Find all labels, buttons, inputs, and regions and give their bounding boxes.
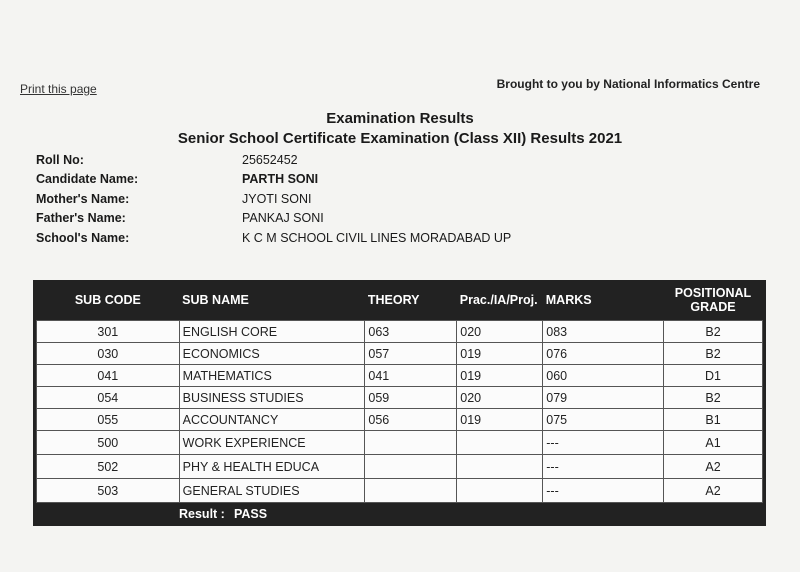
candidate-info xyxy=(36,150,511,248)
theory-cell: 057 xyxy=(365,343,457,365)
prac-cell: 019 xyxy=(457,409,543,431)
marks-cell: 079 xyxy=(543,387,664,409)
prac-cell xyxy=(457,479,543,503)
sub-name-cell: MATHEMATICS xyxy=(179,365,365,387)
prac-cell: 019 xyxy=(457,343,543,365)
theory-cell: 056 xyxy=(365,409,457,431)
sub-name-cell: ECONOMICS xyxy=(179,343,365,365)
grade-cell: A2 xyxy=(664,455,763,479)
sub-code-cell: 502 xyxy=(37,455,180,479)
marks-cell: 083 xyxy=(543,321,664,343)
prac-cell xyxy=(457,455,543,479)
prac-cell: 020 xyxy=(457,321,543,343)
table-row xyxy=(37,343,763,365)
sub-code-cell: 301 xyxy=(37,321,180,343)
candidate-name-row xyxy=(36,170,511,190)
roll-row xyxy=(36,150,511,170)
roll-label: Roll No: xyxy=(36,152,84,167)
sub-code-cell: 030 xyxy=(37,343,180,365)
prac-cell: 019 xyxy=(457,365,543,387)
result-value: PASS xyxy=(234,507,268,521)
marks-cell: 075 xyxy=(543,409,664,431)
marks-cell: 060 xyxy=(543,365,664,387)
marks-table-panel xyxy=(33,280,766,526)
roll-value: 25652452 xyxy=(242,152,298,167)
provider-credit: Brought to you by National Informatics Centre xyxy=(496,77,760,91)
col-header-marks: MARKS xyxy=(545,293,592,307)
col-header-code: SUB CODE xyxy=(74,293,141,307)
marks-cell: --- xyxy=(543,431,664,455)
sub-name-cell: ENGLISH CORE xyxy=(179,321,365,343)
page-title: Examination Results xyxy=(326,110,474,127)
grade-cell: A2 xyxy=(664,479,763,503)
sub-code-cell: 500 xyxy=(37,431,180,455)
prac-cell: 020 xyxy=(457,387,543,409)
sub-code-cell: 503 xyxy=(37,479,180,503)
grade-cell: B2 xyxy=(664,343,763,365)
marks-cell: --- xyxy=(543,455,664,479)
grade-header-line1: POSITIONAL xyxy=(674,286,752,300)
school-name-value: K C M SCHOOL CIVIL LINES MORADABAD UP xyxy=(242,230,512,245)
sub-name-cell: ACCOUNTANCY xyxy=(179,409,365,431)
table-row xyxy=(37,321,763,343)
theory-cell: 059 xyxy=(365,387,457,409)
marks-cell: --- xyxy=(543,479,664,503)
grade-cell: D1 xyxy=(664,365,763,387)
col-header-prac: Prac./IA/Proj. xyxy=(459,293,538,307)
sub-name-cell: PHY & HEALTH EDUCA xyxy=(179,455,365,479)
table-row xyxy=(37,455,763,479)
col-header-grade xyxy=(664,280,763,321)
sub-name-cell: WORK EXPERIENCE xyxy=(179,431,365,455)
grade-cell: A1 xyxy=(664,431,763,455)
father-name-label: Father's Name: xyxy=(36,211,126,226)
grade-cell: B2 xyxy=(664,321,763,343)
school-name-label: School's Name: xyxy=(36,230,130,245)
table-row xyxy=(37,365,763,387)
table-row xyxy=(37,387,763,409)
prac-cell xyxy=(457,431,543,455)
grade-cell: B1 xyxy=(664,409,763,431)
grade-header-line2: GRADE xyxy=(690,300,736,314)
table-row xyxy=(37,431,763,455)
marks-table xyxy=(36,280,763,503)
theory-cell: 063 xyxy=(365,321,457,343)
mother-name-value: JYOTI SONI xyxy=(242,191,312,206)
theory-cell: 041 xyxy=(365,365,457,387)
print-page-link[interactable]: Print this page xyxy=(20,82,97,96)
candidate-name-label: Candidate Name: xyxy=(36,172,139,187)
marks-cell: 076 xyxy=(543,343,664,365)
col-header-theory: THEORY xyxy=(367,293,420,307)
col-header-name: SUB NAME xyxy=(182,293,249,307)
table-row xyxy=(37,409,763,431)
sub-code-cell: 041 xyxy=(37,365,180,387)
grade-cell: B2 xyxy=(664,387,763,409)
school-name-row xyxy=(36,228,511,248)
mother-name-label: Mother's Name: xyxy=(36,191,130,206)
father-name-row xyxy=(36,209,511,229)
exam-subtitle: Senior School Certificate Examination (Class XII) Results 2021 xyxy=(177,130,623,147)
mother-name-row xyxy=(36,189,511,209)
sub-name-cell: GENERAL STUDIES xyxy=(179,479,365,503)
theory-cell xyxy=(365,431,457,455)
sub-code-cell: 054 xyxy=(37,387,180,409)
result-bar xyxy=(33,502,766,526)
candidate-name-value: PARTH SONI xyxy=(242,172,319,187)
sub-name-cell: BUSINESS STUDIES xyxy=(179,387,365,409)
father-name-value: PANKAJ SONI xyxy=(242,211,324,226)
theory-cell xyxy=(365,455,457,479)
sub-code-cell: 055 xyxy=(37,409,180,431)
table-header-row xyxy=(37,280,763,321)
table-row xyxy=(37,479,763,503)
theory-cell xyxy=(365,479,457,503)
result-label: Result : xyxy=(179,507,225,521)
